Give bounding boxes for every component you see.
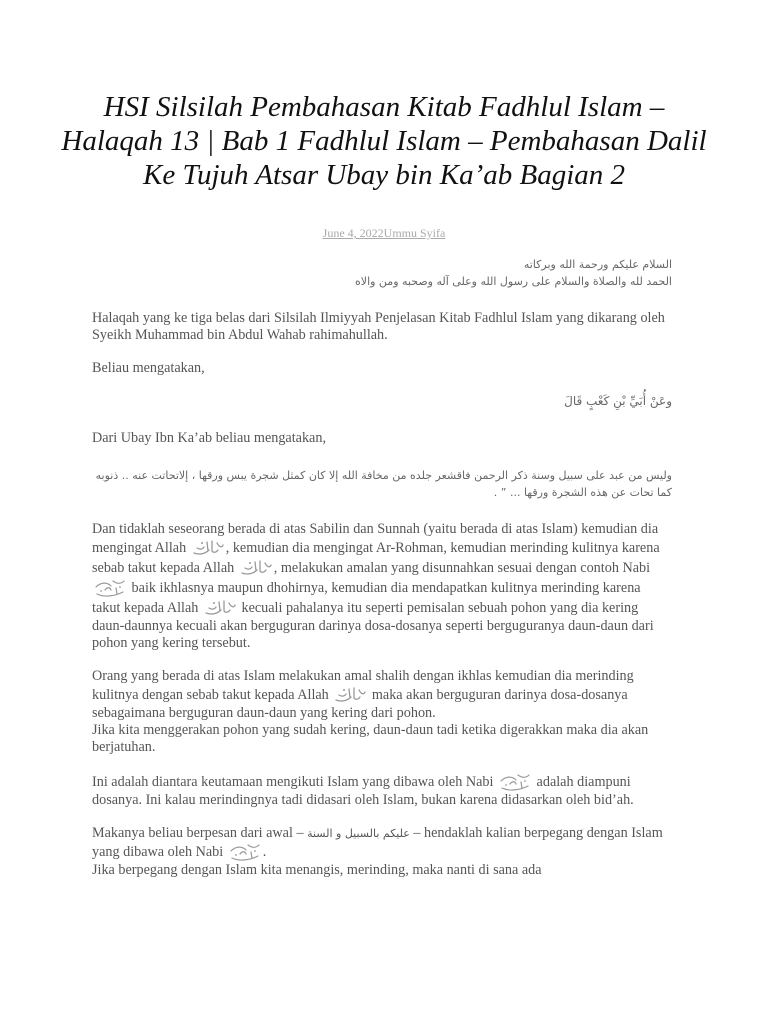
arabic-hadith: وليس من عبد على سبيل وسنة ذكر الرحمن فاقشعر جلده من مخافة الله إلا كان كمثل شجرة يبس ورقها ، إلاتحاتت عنه .. ذنوبه كما تحات عن هذه الشجرة ورقها ... ” .: [95, 469, 672, 499]
text-span: baik ikhlasnya maupun dhohirnya, kemudian dia mendapatkan kulitnya merinding karena takut kepada Allah: [92, 580, 641, 616]
post-title: HSI Silsilah Pembahasan Kitab Fadhlul Islam – Halaqah 13 | Bab 1 Fadhlul Islam – Pembahasan Dalil Ke Tujuh Atsar Ubay bin Ka’ab Bagian 2: [61, 91, 707, 191]
shallallahu-alaihi-wasallam-icon: [93, 578, 127, 598]
text-span: Dan tidaklah seseorang berada di atas Sabilin dan Sunnah (yaitu berada di atas Islam) kemudian dia mengingat Allah: [92, 521, 659, 556]
paragraph-beliau: Beliau mengatakan,: [92, 360, 205, 376]
jalla-jalaluhu-icon: [333, 685, 367, 705]
text-span: – hendaklah kalian berpegang dengan Islam yang dibawa oleh Nabi: [92, 825, 663, 860]
text-span: Jika kita menggerakan pohon yang sudah kering, daun-daun tadi ketika digerakkan maka dia akan berjatuhan.: [92, 722, 649, 755]
salam-line: السلام عليكم ورحمة الله وبركاته: [523, 258, 672, 271]
shallallahu-alaihi-wasallam-icon: [228, 842, 262, 862]
text-span: , melakukan amalan yang disunnahkan sesuai dengan contoh Nabi: [273, 560, 651, 576]
paragraph-ubay: Dari Ubay Ibn Ka’ab beliau mengatakan,: [92, 430, 326, 446]
text-span: adalah diampuni dosanya. Ini kalau merindingnya tadi didasari oleh Islam, bukan karena didasarkan oleh bid’ah.: [92, 774, 634, 808]
post-content: [92, 256, 672, 879]
text-span: kecuali pahalanya itu seperti pemisalan sebuah pohon yang dia kering daun-daunnya kecuali akan berguguran darinya dosa-dosanya seperti berguguranya daun-daun dari pohon yang kering tersebut.: [92, 600, 654, 651]
paragraph-orang: [92, 668, 672, 756]
paragraph-keutamaan: [92, 772, 672, 809]
post-author-link[interactable]: Ummu Syifa: [383, 226, 446, 240]
arabic-quote: وعَنْ أُبَيِّ بْنِ كَعْبٍ قَالَ: [564, 394, 672, 408]
text-span: Makanya beliau berpesan dari awal –: [92, 825, 304, 841]
text-span: Orang yang berada di atas Islam melakukan amal shalih dengan ikhlas kemudian dia merinding kulitnya dengan sebab takut kepada Allah: [92, 668, 634, 703]
shallallahu-alaihi-wasallam-icon: [498, 772, 532, 792]
paragraph-intro: Halaqah yang ke tiga belas dari Silsilah Ilmiyyah Penjelasan Kitab Fadhlul Islam yang dikarang oleh Syeikh Muhammad bin Abdul Wahab rahimahullah.: [92, 310, 665, 343]
text-span: , kemudian dia mengingat Ar-Rohman, kemudian merinding kulitnya karena sebab takut kepada Allah: [92, 540, 660, 576]
jalla-jalaluhu-icon: [203, 598, 237, 618]
post-date-link[interactable]: June 4, 2022: [322, 226, 384, 240]
jalla-jalaluhu-icon: [239, 558, 273, 578]
paragraph-explanation: [92, 521, 672, 652]
paragraph-pesan: [92, 825, 672, 879]
hamdalah-line: الحمد لله والصلاة والسلام على رسول الله وعلى آله وصحبه ومن والاه: [355, 275, 672, 288]
text-span: maka akan berguguran darinya dosa-dosanya sebagaimana berguguran daun-daun yang kering dari pohon.: [92, 687, 628, 721]
text-span: Jika berpegang dengan Islam kita menangis, merinding, maka nanti di sana ada: [92, 862, 542, 878]
post-meta: [0, 226, 768, 241]
text-span: Ini adalah diantara keutamaan mengikuti Islam yang dibawa oleh Nabi: [92, 774, 494, 790]
text-span: .: [262, 844, 267, 860]
jalla-jalaluhu-icon: [191, 538, 225, 558]
arabic-inline: عليكم بالسبيل و السنة: [307, 827, 410, 840]
